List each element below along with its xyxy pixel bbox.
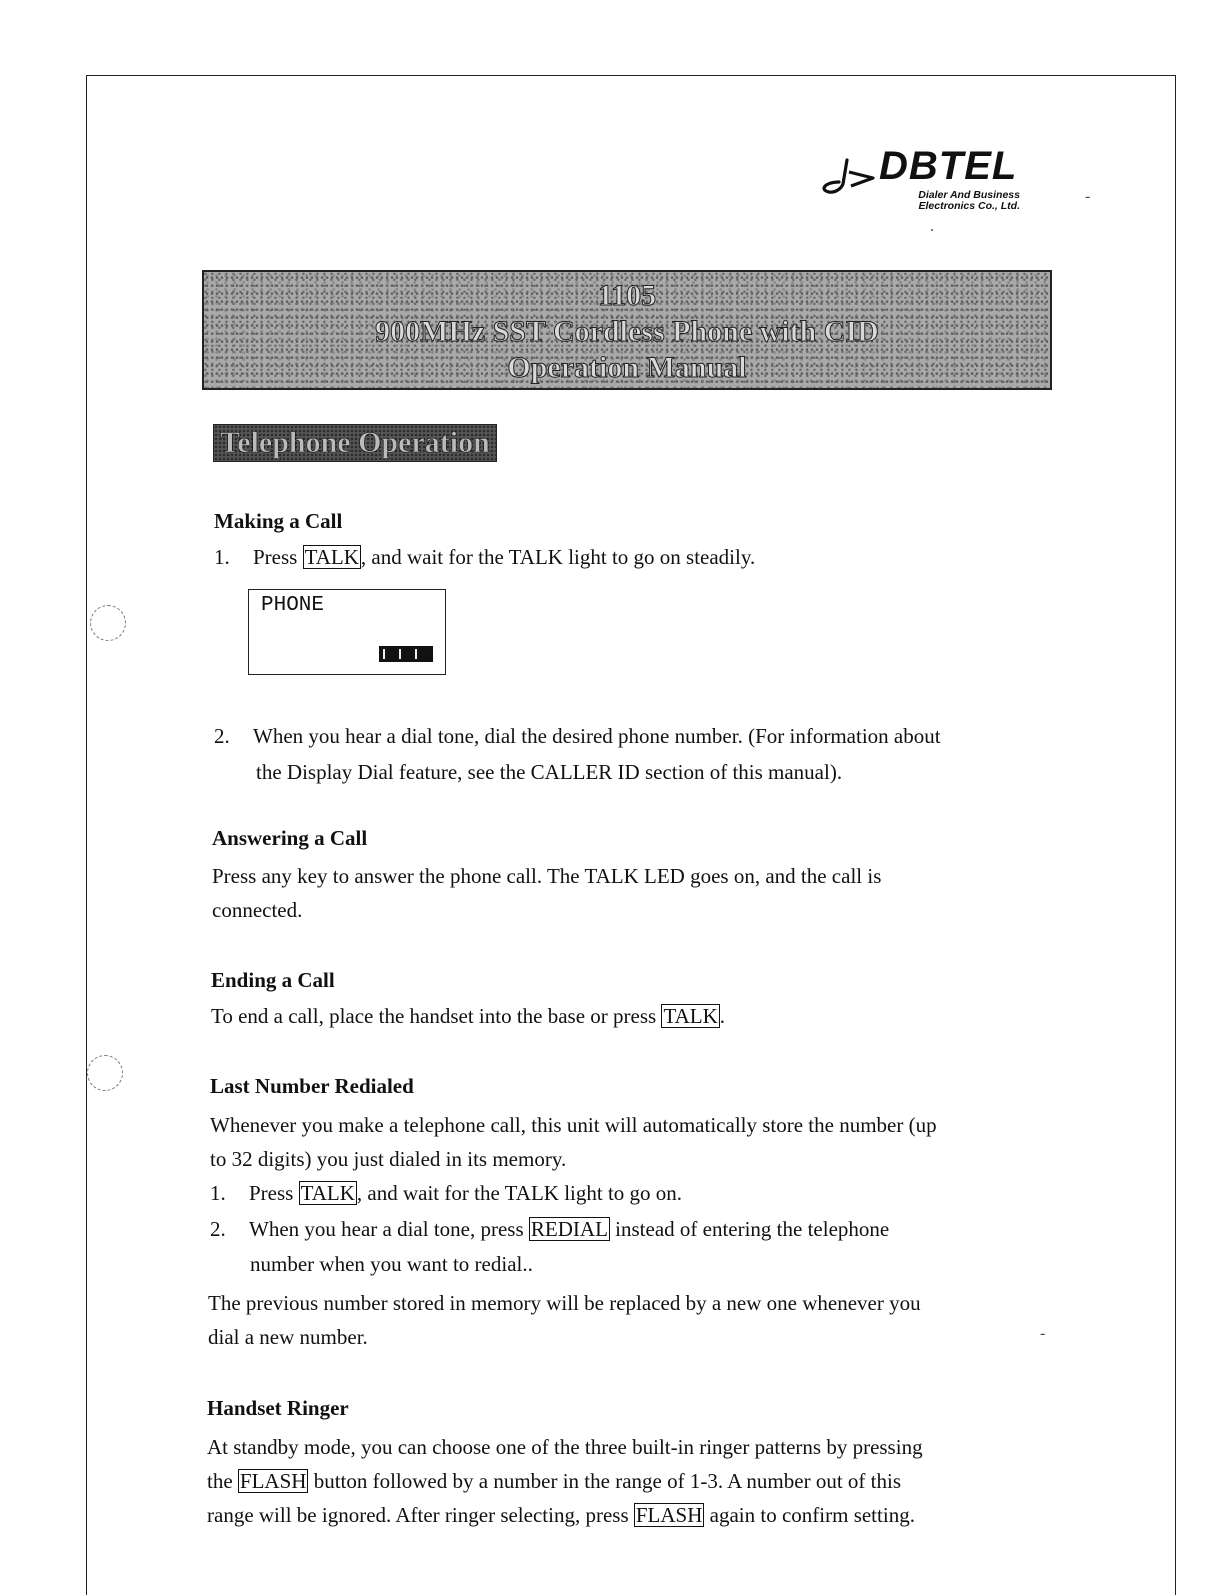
last-number-line: to 32 digits) you just dialed in its memory.: [210, 1147, 567, 1171]
dbtel-logo-mark-icon: [815, 156, 877, 196]
step-text: To end a call, place the handset into the base or press: [211, 1004, 657, 1028]
step-text: the: [207, 1469, 233, 1493]
punch-hole-mark: [90, 605, 126, 641]
step-number: 2.: [214, 724, 230, 748]
brand-subtitle-line: Dialer And Business: [918, 189, 1020, 201]
last-number-step1: [210, 1180, 682, 1206]
document-type: Operation Manual: [507, 351, 747, 384]
talk-key-label: TALK: [304, 545, 359, 569]
talk-key-label: TALK: [300, 1181, 355, 1205]
brand-subtitle: [875, 190, 1020, 212]
step-text: , and wait for the TALK light to go on.: [356, 1181, 683, 1205]
last-number-step2-line2: number when you want to redial..: [250, 1252, 533, 1276]
handset-ringer-line: At standby mode, you can choose one of the three built-in ringer patterns by pressing: [207, 1435, 923, 1459]
step-text: Press: [253, 545, 298, 569]
ending-call-heading: Ending a Call: [211, 968, 335, 992]
flash-key-label: FLASH: [635, 1503, 703, 1527]
step-text: When you hear a dial tone, dial the desired phone number. (For information about: [253, 724, 941, 748]
lcd-display-illustration: [248, 589, 446, 675]
product-name: 900MHz SST Cordless Phone with CID: [375, 315, 879, 348]
step-text: When you hear a dial tone, press: [249, 1217, 524, 1241]
answering-call-heading: Answering a Call: [212, 826, 368, 850]
step-text: , and wait for the TALK light to go on steadily.: [360, 545, 756, 569]
step-number: 1.: [214, 545, 230, 569]
step-text: again to confirm setting.: [704, 1503, 915, 1527]
last-number-step2: [210, 1216, 889, 1242]
step-number: 1.: [210, 1181, 226, 1205]
scan-speck: -: [1085, 188, 1091, 205]
scan-speck: .: [930, 218, 934, 235]
making-call-heading: Making a Call: [214, 509, 343, 533]
step-text: button followed by a number in the range of 1-3. A number out of this: [308, 1469, 902, 1493]
step-text: instead of entering the telephone: [609, 1217, 890, 1241]
brand-name: DBTEL: [879, 144, 1018, 188]
last-number-note: The previous number stored in memory will be replaced by a new one whenever you: [208, 1291, 921, 1315]
step-text: Press: [249, 1181, 294, 1205]
battery-level-icon: [379, 646, 433, 662]
making-call-step1: [214, 544, 755, 570]
last-number-note: dial a new number.: [208, 1325, 368, 1349]
brand-subtitle-line: Electronics Co., Ltd.: [918, 200, 1020, 212]
manual-title-box: [202, 270, 1052, 390]
lcd-display-text: PHONE: [261, 594, 325, 617]
talk-key-label: TALK: [663, 1004, 718, 1028]
handset-ringer-line: [207, 1468, 901, 1494]
scan-speck: -: [1040, 1325, 1046, 1342]
step-number: 2.: [210, 1217, 226, 1241]
making-call-step2: [214, 723, 941, 749]
punch-hole-mark: [87, 1055, 123, 1091]
company-logo: [815, 144, 1025, 223]
step-text: range will be ignored. After ringer selecting, press: [207, 1503, 629, 1527]
last-number-line: Whenever you make a telephone call, this unit will automatically store the number (up: [210, 1113, 937, 1137]
step-text: .: [719, 1004, 726, 1028]
redial-key-label: REDIAL: [530, 1217, 608, 1241]
making-call-step2-line2: the Display Dial feature, see the CALLER ID section of this manual).: [256, 760, 843, 784]
last-number-heading: Last Number Redialed: [210, 1074, 414, 1098]
answering-call-line: connected.: [212, 898, 303, 922]
handset-ringer-heading: Handset Ringer: [207, 1396, 349, 1420]
handset-ringer-line: [207, 1502, 915, 1528]
flash-key-label: FLASH: [239, 1469, 307, 1493]
model-number: 1105: [597, 279, 657, 312]
ending-call-line: [211, 1003, 725, 1029]
section-heading: Telephone Operation: [213, 424, 497, 462]
answering-call-line: Press any key to answer the phone call. The TALK LED goes on, and the call is: [212, 864, 882, 888]
